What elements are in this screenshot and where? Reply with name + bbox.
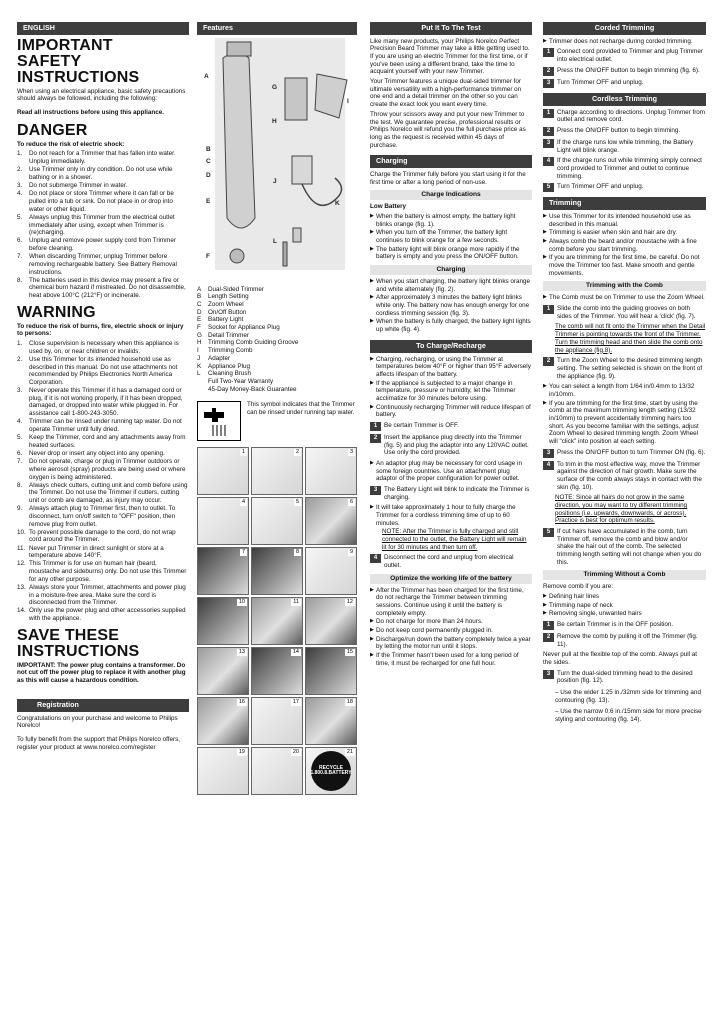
step-item: 2 Insert the appliance plug directly into the Trimmer (fig. 5) and plug the adaptor into any 120VAC outlet. Use only the cord provided.	[370, 434, 532, 457]
figure-photo: 6	[305, 497, 357, 545]
put-to-test-text-2: Your Trimmer features a unique dual-sided trimmer for ultimate versatility with a high-performance trimmer on one end and a detail trimmer on the other so you can create the exact look you want every time.	[370, 78, 522, 109]
legend-item: Full Two-Year Warranty	[208, 377, 274, 385]
list-item: ▶ When the battery is fully charged, the battery light lights up white (fig. 4).	[370, 318, 531, 334]
list-item: ▶ Do not keep cord permanently plugged in.	[370, 627, 493, 635]
step-item: 1 Connect cord provided to Trimmer and plug Trimmer into electrical outlet.	[543, 48, 706, 63]
list-item: 5. Keep the Trimmer, cord and any attachments away from heated surfaces.	[17, 434, 186, 449]
important-title-line2: SAFETY	[17, 52, 82, 70]
list-item: 13. Always store your Trimmer, attachments and power plug in a moisture-free area. Make sure the cord is disconnected from the Trimmer.	[17, 583, 186, 607]
hair-direction-note: NOTE: Since all hairs do not grow in the same direction, you may want to try different trimming positions (i.e. upwards, downwards, or across). Practice is best for optimum results.	[555, 494, 688, 525]
list-item: 2. Use Trimmer only in dry condition. Do not use while bathing or in a shower.	[17, 166, 173, 181]
figure-photo: 4	[197, 497, 249, 545]
features-legend	[197, 286, 357, 393]
figure-photo: 5	[251, 497, 303, 545]
danger-title: DANGER	[17, 121, 88, 139]
figure-label-e: E	[206, 197, 211, 205]
list-item: ▶ When you start charging, the battery light blinks orange and white alternately (fig. 2).	[370, 278, 531, 293]
legend-item: I Trimming Comb	[197, 347, 253, 355]
full-charge-note: NOTE: After the Trimmer is fully charged and still connected to the outlet, the Battery Light will remain lit for 30 minutes and then turn off.	[382, 528, 527, 551]
list-item: 7. Do not operate, charge or plug in Trimmer outdoors or where aerosol (spray) products are being used or where oxygen is being administered.	[17, 458, 186, 481]
recycle-seal: RECYCLE 1.800.8.BATTERY	[311, 751, 351, 791]
list-item: ▶ Discharge/run down the battery completely twice a year by letting the motor run until it stops.	[370, 635, 531, 651]
optimize-battery-header: Optimize the working life of the battery	[370, 574, 532, 584]
figure-label-k: K	[335, 199, 340, 207]
list-item: ▶ Trimming is easier when skin and hair are dry.	[543, 229, 678, 237]
step-item: 4 If the charge runs out while trimming simply connect cord provided to Trimmer and outlet to continue trimming.	[543, 157, 706, 180]
list-item: ▶ Trimming nape of neck	[543, 601, 613, 609]
charging-text: Charge the Trimmer fully before you start using it for the first time or after a long period of non-use.	[370, 170, 526, 186]
legend-item: G Detail Trimmer	[197, 331, 249, 339]
remove-comb-text: Remove comb if you are:	[543, 583, 613, 591]
figure-label-j: J	[273, 177, 277, 185]
figure-photo: 12	[305, 597, 357, 645]
list-item: 14. Only use the power plug and other accessories supplied with the appliance.	[17, 607, 186, 623]
list-item: 8. Always check cutters, cutting unit and comb before using the Trimmer. Do not use the Trimmer if cutters, cutting unit or comb are damaged, as injury may occur.	[17, 481, 188, 505]
step-item: 4 Disconnect the cord and unplug from electrical outlet.	[370, 554, 532, 569]
legend-item: F Socket for Appliance Plug	[197, 324, 280, 332]
step-item: 3 Turn Trimmer OFF and unplug.	[543, 79, 706, 88]
list-item: 1. Close supervision is necessary when this appliance is used by, on, or near children or invalids.	[17, 340, 179, 355]
list-item: 3. Do not submerge Trimmer in water.	[17, 182, 128, 190]
list-item: ▶ After approximately 3 minutes the battery light blinks white only. The battery now has enough energy for one cordless trimming session (fig. 3).	[370, 294, 530, 317]
step-item: 2 Press the ON/OFF button to begin trimming.	[543, 127, 706, 136]
wide-side-text: – Use the wider 1.25 in./32mm side for trimming and contouring (fig. 13).	[555, 689, 701, 704]
charging-header: Charging	[370, 155, 532, 168]
figure-photo: 17	[251, 697, 303, 745]
figure-photo: 11	[251, 597, 303, 645]
corded-trimming-header: Corded Trimming	[543, 22, 706, 35]
column-charging	[370, 22, 532, 668]
list-item: ▶ The battery light will blink orange more rapidly if the battery is empty and you press the ON/OFF button.	[370, 245, 520, 261]
list-item: ▶ The Comb must be on Trimmer to use the Zoom Wheel.	[543, 294, 705, 302]
language-header: ENGLISH	[17, 22, 189, 35]
registration-text-2: To fully benefit from the support that Philips Norelco offers, register your product at www.norelco.com/register	[17, 735, 180, 751]
list-item: 4. Do not place or store Trimmer where it can fall or be pulled into a tub or sink. Do not place in or drop into water or other liquid.	[17, 190, 174, 213]
pull-comb-note: Never pull at the flexible top of the comb. Always pull at the sides.	[543, 651, 698, 667]
figure-label-a: A	[204, 72, 209, 80]
list-item: ▶ Charging, recharging, or using the Trimmer at temperatures below 40°F or higher than 95°F adversely affects lifespan of the battery.	[370, 355, 531, 378]
figure-photo: 10	[197, 597, 249, 645]
step-item: 2 Turn the Zoom Wheel to the desired trimming length setting. The setting selected is shown on the front of the appliance (fig. 9).	[543, 357, 706, 380]
list-item: ▶ If you are trimming for the first time, start by using the comb at the maximum trimming length setting (13/32 in/10mm) to prevent accidentally trimming hairs too short. As you become familiar with the settings, adjust Zoom Wheel to desired trimming length. Zoom Wheel will "click" into position at each setting.	[543, 399, 699, 445]
save-note: IMPORTANT: The power plug contains a transformer. Do not cut off the power plug to replace it with another plug as this will cause a hazardous condition.	[17, 661, 186, 685]
charge-indications-header: Charge Indications	[370, 190, 532, 200]
list-item: ▶ Removing single, unwanted hairs	[543, 610, 642, 618]
figure-photo: 9	[305, 547, 357, 595]
list-item: ▶ If the Trimmer hasn't been used for a long period of time, it must be recharged for one full hour.	[370, 652, 519, 667]
list-item: 6. Unplug and remove power supply cord from Trimmer before cleaning.	[17, 237, 176, 253]
low-battery-heading: Low Battery	[370, 203, 407, 211]
list-item: 4. Trimmer can be rinsed under running tap water. Do not operate Trimmer until fully dried.	[17, 418, 182, 433]
figure-photo: 19	[197, 747, 249, 795]
step-item: 1 Slide the comb into the guiding grooves on both sides of the Trimmer. You will hear a 'click' (fig. 7).	[543, 305, 706, 320]
step-item: 1 Be certain Trimmer is in the OFF position.	[543, 621, 706, 630]
warning-list	[17, 340, 189, 623]
figure-photo: 3	[305, 447, 357, 495]
figure-photo: 16	[197, 697, 249, 745]
features-header: Features	[197, 22, 357, 35]
list-item: 8. The batteries used in this device may present a fire or chemical burn hazard if mistreated. Do not disassemble, heat above 100°C (212°F) or incinerate.	[17, 276, 186, 300]
figure-label-i: I	[347, 97, 349, 105]
list-item: ▶ It will take approximately 1 hour to fully charge the Trimmer for a cordless trimming time of up to 60 minutes.	[370, 504, 516, 527]
list-item: 6. Never drop or insert any object into any opening.	[17, 449, 165, 457]
legend-item: 45-Day Money-Back Guarantee	[208, 385, 297, 393]
step-item: 1 Be certain Trimmer is OFF.	[370, 422, 532, 431]
step-item: 5 If cut hairs have accumulated in the comb, turn Trimmer off, remove the comb and blow and/or shake the hair out of the comb. The selected trimming length setting will not change when you do this.	[543, 528, 706, 566]
danger-list	[17, 150, 189, 299]
list-item: 2. Use this Trimmer for its intended household use as described in this manual. Do not use attachments not recommended by Philips Electronics North America Corporation.	[17, 355, 178, 386]
column-safety	[17, 22, 189, 753]
list-item: 3. Never operate this Trimmer if it has a damaged cord or plug, if it is not working properly, if it has been dropped, damaged, or dropped into water while plugged in. For assistance call 1-800-243-3050.	[17, 387, 183, 418]
figure-label-c: C	[206, 157, 211, 165]
registration-header: Registration	[17, 699, 189, 712]
figure-label-g: G	[272, 83, 278, 91]
narrow-side-text: – Use the narrow 0.6 in./15mm side for more precise styling and contouring (fig. 14).	[555, 708, 702, 724]
step-item: 2 Press the ON/OFF button to begin trimming (fig. 6).	[543, 67, 706, 76]
figure-photo: 8	[251, 547, 303, 595]
list-item: ▶ Use this Trimmer for its intended household use as described in this manual.	[543, 213, 691, 228]
danger-subtitle: To reduce the risk of electric shock:	[17, 140, 125, 148]
list-item: ▶ Always comb the beard and/or moustache with a fine comb before you start trimming.	[543, 238, 697, 253]
list-item: ▶ When the battery is almost empty, the battery light blinks orange (fig. 1).	[370, 213, 516, 228]
figure-label-d: D	[206, 171, 211, 179]
figure-photo: 15	[305, 647, 357, 695]
list-item: 5. Always unplug this Trimmer from the electrical outlet immediately after using, except when Trimmer is (re)charging.	[17, 213, 175, 237]
step-item: 2 Remove the comb by pulling it off the Trimmer (fig. 11).	[543, 633, 706, 648]
tap-symbol-text: This symbol indicates that the Trimmer can be rinsed under running tap water.	[247, 401, 355, 416]
trimmer-diagram-illustration	[197, 38, 357, 270]
tap-water-icon	[197, 401, 241, 441]
legend-item: L Cleaning Brush	[197, 370, 252, 378]
trimming-header: Trimming	[543, 197, 706, 210]
save-title-line2: INSTRUCTIONS	[17, 642, 140, 660]
step-item: 3 Press the ON/OFF button to turn Trimmer ON (fig. 6).	[543, 449, 706, 458]
figure-photo: 1	[197, 447, 249, 495]
warning-title: WARNING	[17, 303, 96, 321]
list-item: ▶ Trimmer does not recharge during corded trimming.	[543, 37, 693, 45]
legend-item: C Zoom Wheel	[197, 301, 244, 309]
charging-subheader: Charging	[370, 265, 532, 275]
legend-item: B Length Setting	[197, 293, 249, 301]
legend-item: A Dual-Sided Trimmer	[197, 285, 264, 293]
list-item: 1. Do not reach for a Trimmer that has fallen into water. Unplug immediately.	[17, 150, 176, 166]
put-to-test-header: Put It To The Test	[370, 22, 532, 35]
legend-item: K Appliance Plug	[197, 362, 251, 370]
features-figure	[197, 38, 357, 270]
cordless-trimming-header: Cordless Trimming	[543, 93, 706, 106]
step-item: 4 To trim in the most effective way, move the Trimmer against the direction of hair growth. Make sure the surface of the comb always stays in contact with the skin (fig. 10).	[543, 461, 706, 492]
list-item: 10. To prevent possible damage to the cord, do not wrap cord around the Trimmer.	[17, 528, 176, 544]
list-item: 11. Never put Trimmer in direct sunlight or store at a temperature above 140°F.	[17, 544, 164, 560]
step-item: 5 Turn Trimmer OFF and unplug.	[543, 183, 706, 192]
figure-label-f: F	[206, 252, 210, 260]
list-item: ▶ If the appliance is subjected to a major change in temperature, pressure or humidity, let the Trimmer acclimatize for 30 minutes before using.	[370, 379, 516, 402]
legend-item: D On/Off Button	[197, 308, 247, 316]
list-item: 7. When discarding Trimmer, unplug Trimmer before removing rechargeable battery. See Battery Removal instructions.	[17, 253, 177, 276]
tap-symbol-block	[197, 401, 357, 441]
step-item: 3 If the charge runs low while trimming, the Battery Light will blink orange.	[543, 139, 706, 154]
figure-label-l: L	[273, 237, 277, 245]
list-item: ▶ When you turn off the Trimmer, the battery light continues to blink orange for a few seconds.	[370, 229, 508, 245]
figure-photo: 2	[251, 447, 303, 495]
figure-photo: 7	[197, 547, 249, 595]
figure-photo: 20	[251, 747, 303, 795]
important-intro: When using an electrical appliance, basic safety precautions should always be followed, including the following:	[17, 87, 186, 103]
list-item: ▶ Do not charge for more than 24 hours.	[370, 618, 483, 626]
figure-photo: 18	[305, 697, 357, 745]
legend-item: J Adapter	[197, 354, 231, 362]
list-item: ▶ If you are trimming for the first time, be careful. Do not move the Trimmer too fast. Make smooth and gentle movements.	[543, 254, 700, 277]
figure-photo: 13	[197, 647, 249, 695]
list-item: ▶ Defining hair lines	[543, 593, 600, 600]
comb-fit-note: The comb will not fit onto the Trimmer when the Detail Trimmer is pointing towards the front of the Trimmer. Turn the trimming head and then slide the comb onto the appliance (fig.8).	[555, 323, 706, 354]
list-item: ▶ You can select a length from 1/64 in/0.4mm to 13/32 in/10mm.	[543, 383, 695, 398]
list-item: 12. This Trimmer is for use on human hair (beard, moustache and sideburns) only. Do not use this Trimmer for any other purpose.	[17, 560, 187, 583]
put-to-test-text-1: Like many new products, your Philips Norelco Perfect Precision Beard Trimmer may take a little getting used to. If you are using an electric Trimmer for the first time, or if you've been using a different brand, take the time to acquaint yourself with your new Trimmer.	[370, 37, 530, 76]
figure-label-h: H	[272, 117, 277, 125]
column-trimming	[543, 22, 706, 725]
list-item: ▶ Continuously recharging Trimmer will reduce lifespan of battery.	[370, 403, 531, 419]
step-item: 1 Charge according to directions. Unplug Trimmer from outlet and remove cord.	[543, 109, 706, 124]
figure-label-b: B	[206, 145, 211, 153]
registration-text-1: Congratulations on your purchase and welcome to Philips Norelco!	[17, 714, 178, 730]
figure-photo: 21 RECYCLE 1.800.8.BATTERY	[305, 747, 357, 795]
put-to-test-text-3: Throw your scissors away and put your new Trimmer to the test. We guarantee precise, professional results or Philips Norelco will refund you the full purchase price as long as the request is received within 45 days of purchase.	[370, 110, 526, 149]
warning-subtitle: To reduce the risk of burns, fire, electric shock or injury to persons:	[17, 322, 184, 338]
figure-photo-grid	[197, 447, 357, 795]
read-all-note: Read all instructions before using this appliance.	[17, 109, 164, 117]
legend-item: E Battery Light	[197, 316, 244, 324]
column-features	[197, 22, 357, 795]
trimming-with-comb-header: Trimming with the Comb	[543, 281, 706, 291]
important-title-line3: INSTRUCTIONS	[17, 68, 140, 86]
step-item: 3 Turn the dual-sided trimming head to the desired position (fig. 12).	[543, 670, 706, 685]
step-item: 3 The Battery Light will blink to indicate the Trimmer is charging.	[370, 486, 532, 501]
legend-item: H Trimming Comb Guiding Groove	[197, 339, 299, 347]
save-title-line1: SAVE THESE	[17, 626, 120, 644]
trimming-without-comb-header: Trimming Without a Comb	[543, 570, 706, 580]
list-item: ▶ After the Trimmer has been charged for the first time, do not recharge the Trimmer between trimming sessions. Continue using it until the battery is completely empty.	[370, 586, 524, 617]
recharge-header: To Charge/Recharge	[370, 340, 532, 353]
list-item: ▶ An adaptor plug may be necessary for cord usage in some foreign countries. Use an attachment plug adaptor of the proper configuration for power outlet.	[370, 459, 522, 483]
list-item: 9. Always attach plug to Trimmer first, then to outlet. To disconnect, turn on/off switch to "OFF" position, then remove plug from outlet.	[17, 505, 176, 528]
figure-photo: 14	[251, 647, 303, 695]
important-title-line1: IMPORTANT	[17, 36, 113, 54]
